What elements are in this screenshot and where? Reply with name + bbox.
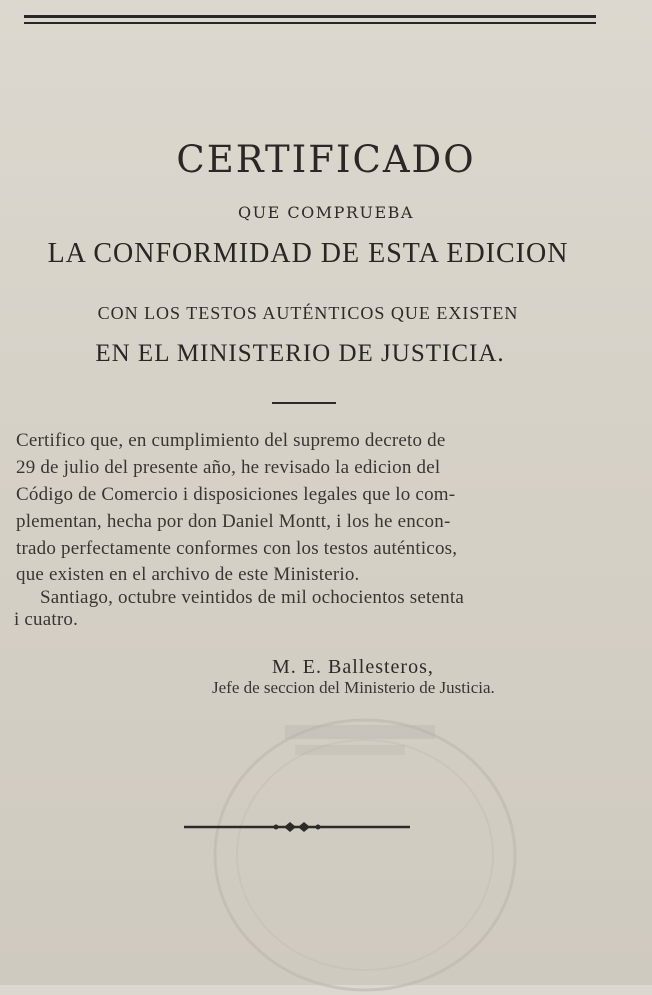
body-line: Santiago, octubre veintidos de mil ochocientos setenta bbox=[40, 587, 464, 608]
body-line: Certifico que, en cumplimiento del supremo decreto de bbox=[16, 430, 446, 451]
document-title: CERTIFICADO bbox=[176, 138, 476, 181]
body-line: plementan, hecha por don Daniel Montt, i los he encon- bbox=[16, 511, 451, 532]
subtitle-ministerio: EN EL MINISTERIO DE JUSTICIA. bbox=[95, 340, 505, 367]
top-rule-thick bbox=[24, 15, 596, 18]
faded-stamp-seal bbox=[200, 705, 530, 995]
signature-name: M. E. Ballesteros, bbox=[272, 656, 434, 678]
ornamental-divider bbox=[184, 820, 410, 834]
subtitle-que-comprueba: QUE COMPRUEBA bbox=[238, 203, 414, 222]
divider-short bbox=[272, 402, 336, 404]
body-line: Código de Comercio i disposiciones legales que lo com- bbox=[16, 484, 456, 505]
signature-role: Jefe de seccion del Ministerio de Justicia. bbox=[212, 678, 495, 697]
top-rule-thin bbox=[24, 22, 596, 24]
subtitle-testos: CON LOS TESTOS AUTÉNTICOS QUE EXISTEN bbox=[97, 303, 519, 323]
body-line: trado perfectamente conformes con los testos auténticos, bbox=[16, 538, 458, 559]
body-line: que existen en el archivo de este Ministerio. bbox=[16, 564, 360, 585]
body-line: i cuatro. bbox=[14, 609, 79, 630]
body-line: 29 de julio del presente año, he revisado la edicion del bbox=[16, 457, 441, 478]
headline: LA CONFORMIDAD DE ESTA EDICION bbox=[47, 238, 569, 269]
